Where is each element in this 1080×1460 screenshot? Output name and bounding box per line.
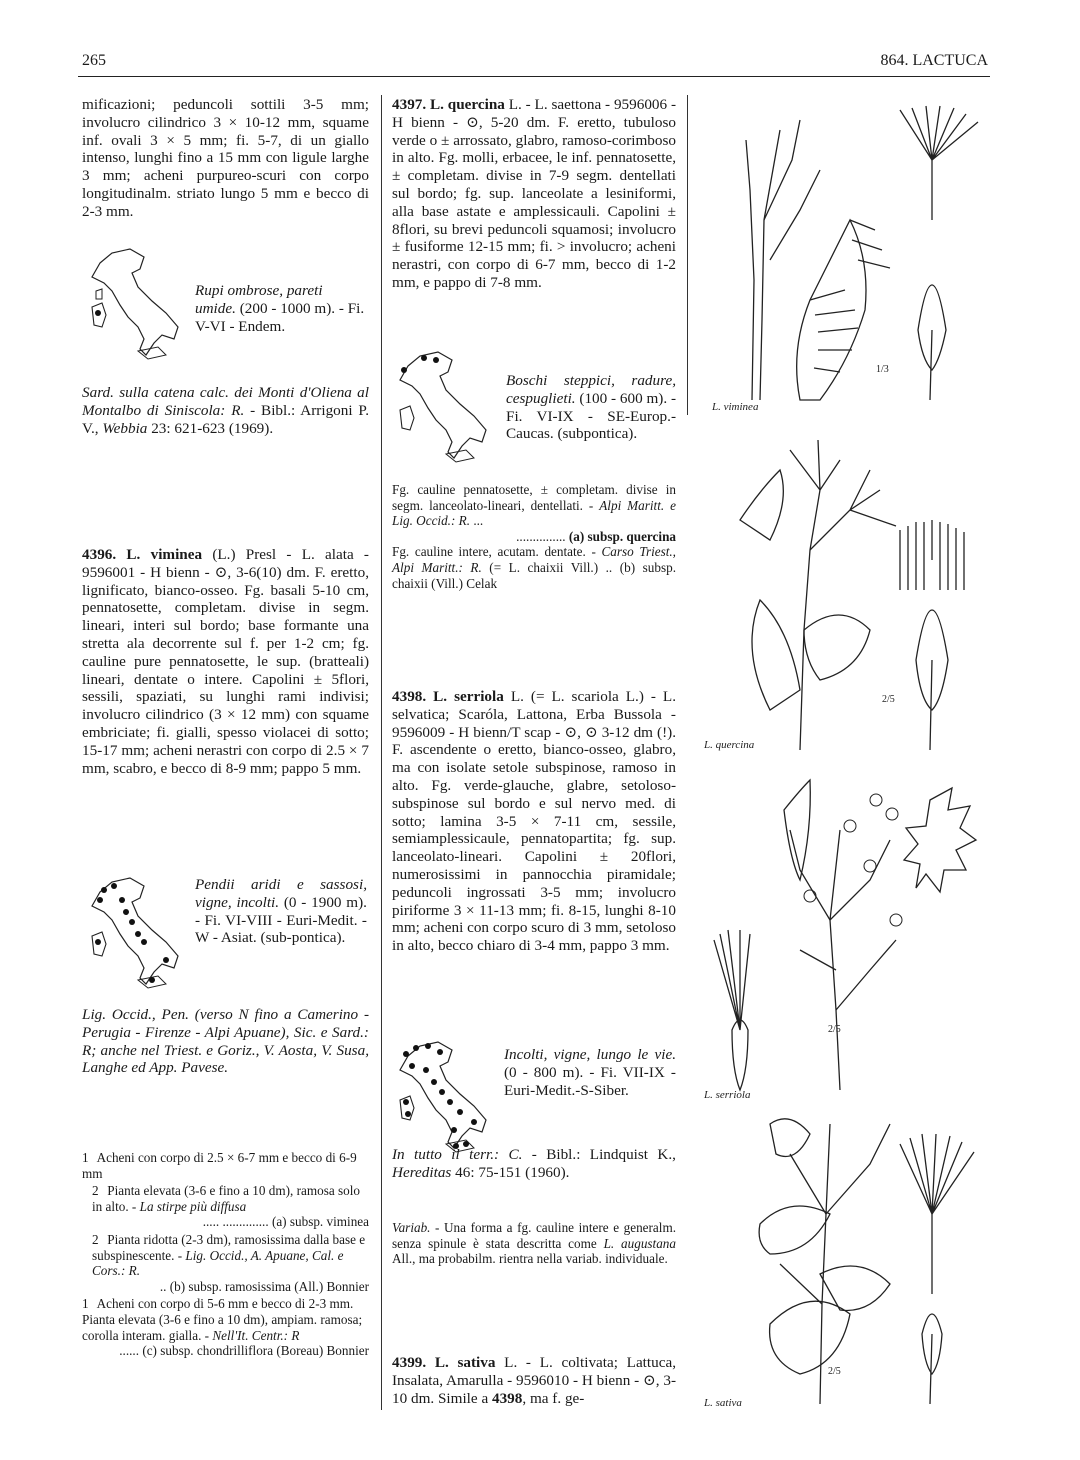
scale-label: 2/5 <box>828 1366 841 1377</box>
key-lead: 2 Pianta ridotta (2-3 dm), ramosissima dalla base e subspinescente. - Lig. Occid., A. Apuane, Cal. e Cors.: R. .. (b) subsp. ramosissima (All.) Bonnier <box>92 1231 369 1294</box>
key-lead: 1 Acheni con corpo di 5-6 mm e becco di 2-3 mm. Pianta elevata (3-6 e fino a 10 dm), ampiam. ramosa; corolla interam. gialla. - Nell'It. Centr.: R ...... (c) subsp. chondrilliflora (Boreau) Bonnier <box>82 1296 369 1359</box>
subspecies-note: Fg. cauline pennatosette, ± completam. divise in segm. lanceolato-lineari, dentellati. - Alpi Maritt. e Lig. Occid.: R. ... ............... (a) subsp. quercina Fg. cauline intere, acutam. dentate. - Carso Triest., Alpi Maritt.: R. (= L. chaixii Vill.) .. (b) subsp. chaixii (Vill.) Celak <box>392 482 676 591</box>
habitat-note: Pendii aridi e sassosi, vigne, incolti. (0 - 1900 m). - Fi. VI-VIII - Euri-Medit. - W - Asiat. (sub-pontica). <box>195 876 367 947</box>
key-lead: 1 Acheni con corpo di 2.5 × 6-7 mm e becco di 6-9 mm <box>82 1150 357 1181</box>
variability-note: Variab. - Una forma a fg. cauline intere e generalm. senza spinule è stata descritta come L. augustana All., ma probabilm. rientra nella variab. individuale. <box>392 1220 676 1267</box>
identification-key <box>82 1150 369 1361</box>
distribution-map-icon <box>82 872 190 992</box>
habitat-note: Rupi ombrose, pareti umide. (200 - 1000 m). - Fi. V-VI - Endem. <box>195 282 365 335</box>
intro-description: mificazioni; peduncoli sottili 3-5 mm; involucro cilindrico 3 × 10-12 mm, squame inf. ovali 3 × 5 mm; fi. 5-7, di un giallo intenso, lunghi fino a 15 mm con ligule larghe 3 mm; acheni purpureo-scuri con corpo longitudinalm. striato lungo 5 mm e becco di 2-3 mm. <box>82 96 369 220</box>
plant-illustration <box>700 770 990 1100</box>
key-lead: 2 Pianta elevata (3-6 e fino a 10 dm), ramosa solo in alto. - La stirpe più diffusa ..... .............. (a) subsp. viminea <box>92 1183 369 1230</box>
running-head: 864. LACTUCA <box>880 52 988 69</box>
species-4399-entry: 4399. L. sativa L. - L. coltivata; Lattuca, Insalata, Amarulla - 9596010 - H bienn - ⊙, 3-10 dm. Simile a 4398, ma f. ge- <box>392 1354 676 1407</box>
distribution-map-icon <box>390 1036 498 1156</box>
habitat-note: Boschi steppici, radure, cespuglieti. (100 - 600 m). - Fi. VI-IX - SE-Europ.-Caucas. (subpontica). <box>506 372 676 443</box>
column-divider-right <box>687 95 688 415</box>
species-4398-entry: 4398. L. serriola L. (= L. scariola L.) - L. selvatica; Scaróla, Lattona, Erba Bussola - 9596009 - H bienn/T scap - ⊙, ⊙ 3-12 dm (!). F. ascendente o eretto, bianco-osseo, glabro, ma con isolate setole subspinose, ramoso in alto. Fg. verde-glauche, glabre, setoloso-subspinose sul bordo e sul nervo med. di sotto; lamina 3-5 × 7-11 cm, sessile, semiamplessicaule, pennatopartita; fg. sup. lanceolato-lineari. Capolini ± 20flori, numerosissimi in pannocchia piramidale; peduncoli ingrossati 3-5 mm; involucro piriforme 3 × 11-13 mm; fi. 8-15, lunghi 8-10 mm; acheni con corpo scuro di 3 mm, setoloso in alto, becco chiaro di 3-4 mm, pappo 3 mm. <box>392 688 677 955</box>
plant-illustration <box>700 1104 990 1416</box>
species-4396-entry: 4396. L. viminea (L.) Presl - L. alata - 9596001 - H bienn - ⊙, 3-6(10) dm. F. eretto, lignificato, bianco-osseo. Fg. basali 5-10 cm, pennatosette, completam. divise in segm. lineari, interi sul bordo; base formante una stretta ala decorrente sul f. per 1-2 cm; fg. cauline pure pennatosette, le sup. (bratteali) lineari, dentate o intere. Capolini ± 5flori, sessili, spaziati, su lunghi rami indivisi; involucro cilindrico (3 × 12 mm) con squame embriciate; fi. gialli, spesso violacei di sotto; 15-17 mm; acheni nerastri con corpo di 2.5 × 7 mm, scabro, e becco di 8-9 mm; pappo 5 mm. <box>82 546 369 777</box>
distribution-note: Sard. sulla catena calc. dei Monti d'Oliena al Montalbo di Siniscola: R. - Bibl.: Arrigoni P. V., Webbia 23: 621-623 (1969). <box>82 384 369 437</box>
plate-caption: L. serriola <box>704 1089 751 1100</box>
distribution-note: Lig. Occid., Pen. (verso N fino a Camerino - Perugia - Firenze - Alpi Apuane), Sic. e Sard.: R; anche nel Triest. e Goriz., V. Aosta, V. Susa, Langhe ed App. Pavese. <box>82 1006 369 1077</box>
plant-illustration <box>700 430 990 760</box>
plate-caption: L. quercina <box>704 739 755 751</box>
species-4397-entry: 4397. L. quercina L. - L. saettona - 9596006 - H bienn - ⊙, 5-20 dm. F. eretto, tubuloso verde o ± arrossato, glabro, ramoso-corimboso in alto. Fg. molli, erbacee, le inf. pennatosette, ± completam. divise in 7-9 segm. dentellati sul bordo; fg. sup. lanceolate a lesiniformi, alla base astate e amplessicauli. Capolini ± 8flori, su brevi peduncoli squamosi; involucro ± fusiforme 12-15 mm; fi. > involucro; acheni nerastri, con corpo di 6-7 mm, becco di 1-2 mm, e pappo di 7-8 mm. <box>392 96 676 291</box>
scale-label: 1/3 <box>876 364 889 375</box>
column-divider-left <box>381 95 382 1410</box>
distribution-note: In tutto il terr.: C. - Bibl.: Lindquist K., Hereditas 46: 75-151 (1960). <box>392 1146 676 1181</box>
header-rule <box>78 76 990 77</box>
habitat-note: Incolti, vigne, lungo le vie. (0 - 800 m). - Fi. VII-IX - Euri-Medit.-S-Siber. <box>504 1046 676 1099</box>
plant-illustration <box>700 100 990 410</box>
distribution-map-icon <box>390 346 498 466</box>
plate-caption: L. sativa <box>704 1397 742 1409</box>
scale-label: 2/5 <box>828 1024 841 1035</box>
page-number: 265 <box>82 52 106 69</box>
scale-label: 2/5 <box>882 694 895 705</box>
distribution-map-icon <box>82 243 190 363</box>
plate-caption: L. viminea <box>712 401 759 410</box>
